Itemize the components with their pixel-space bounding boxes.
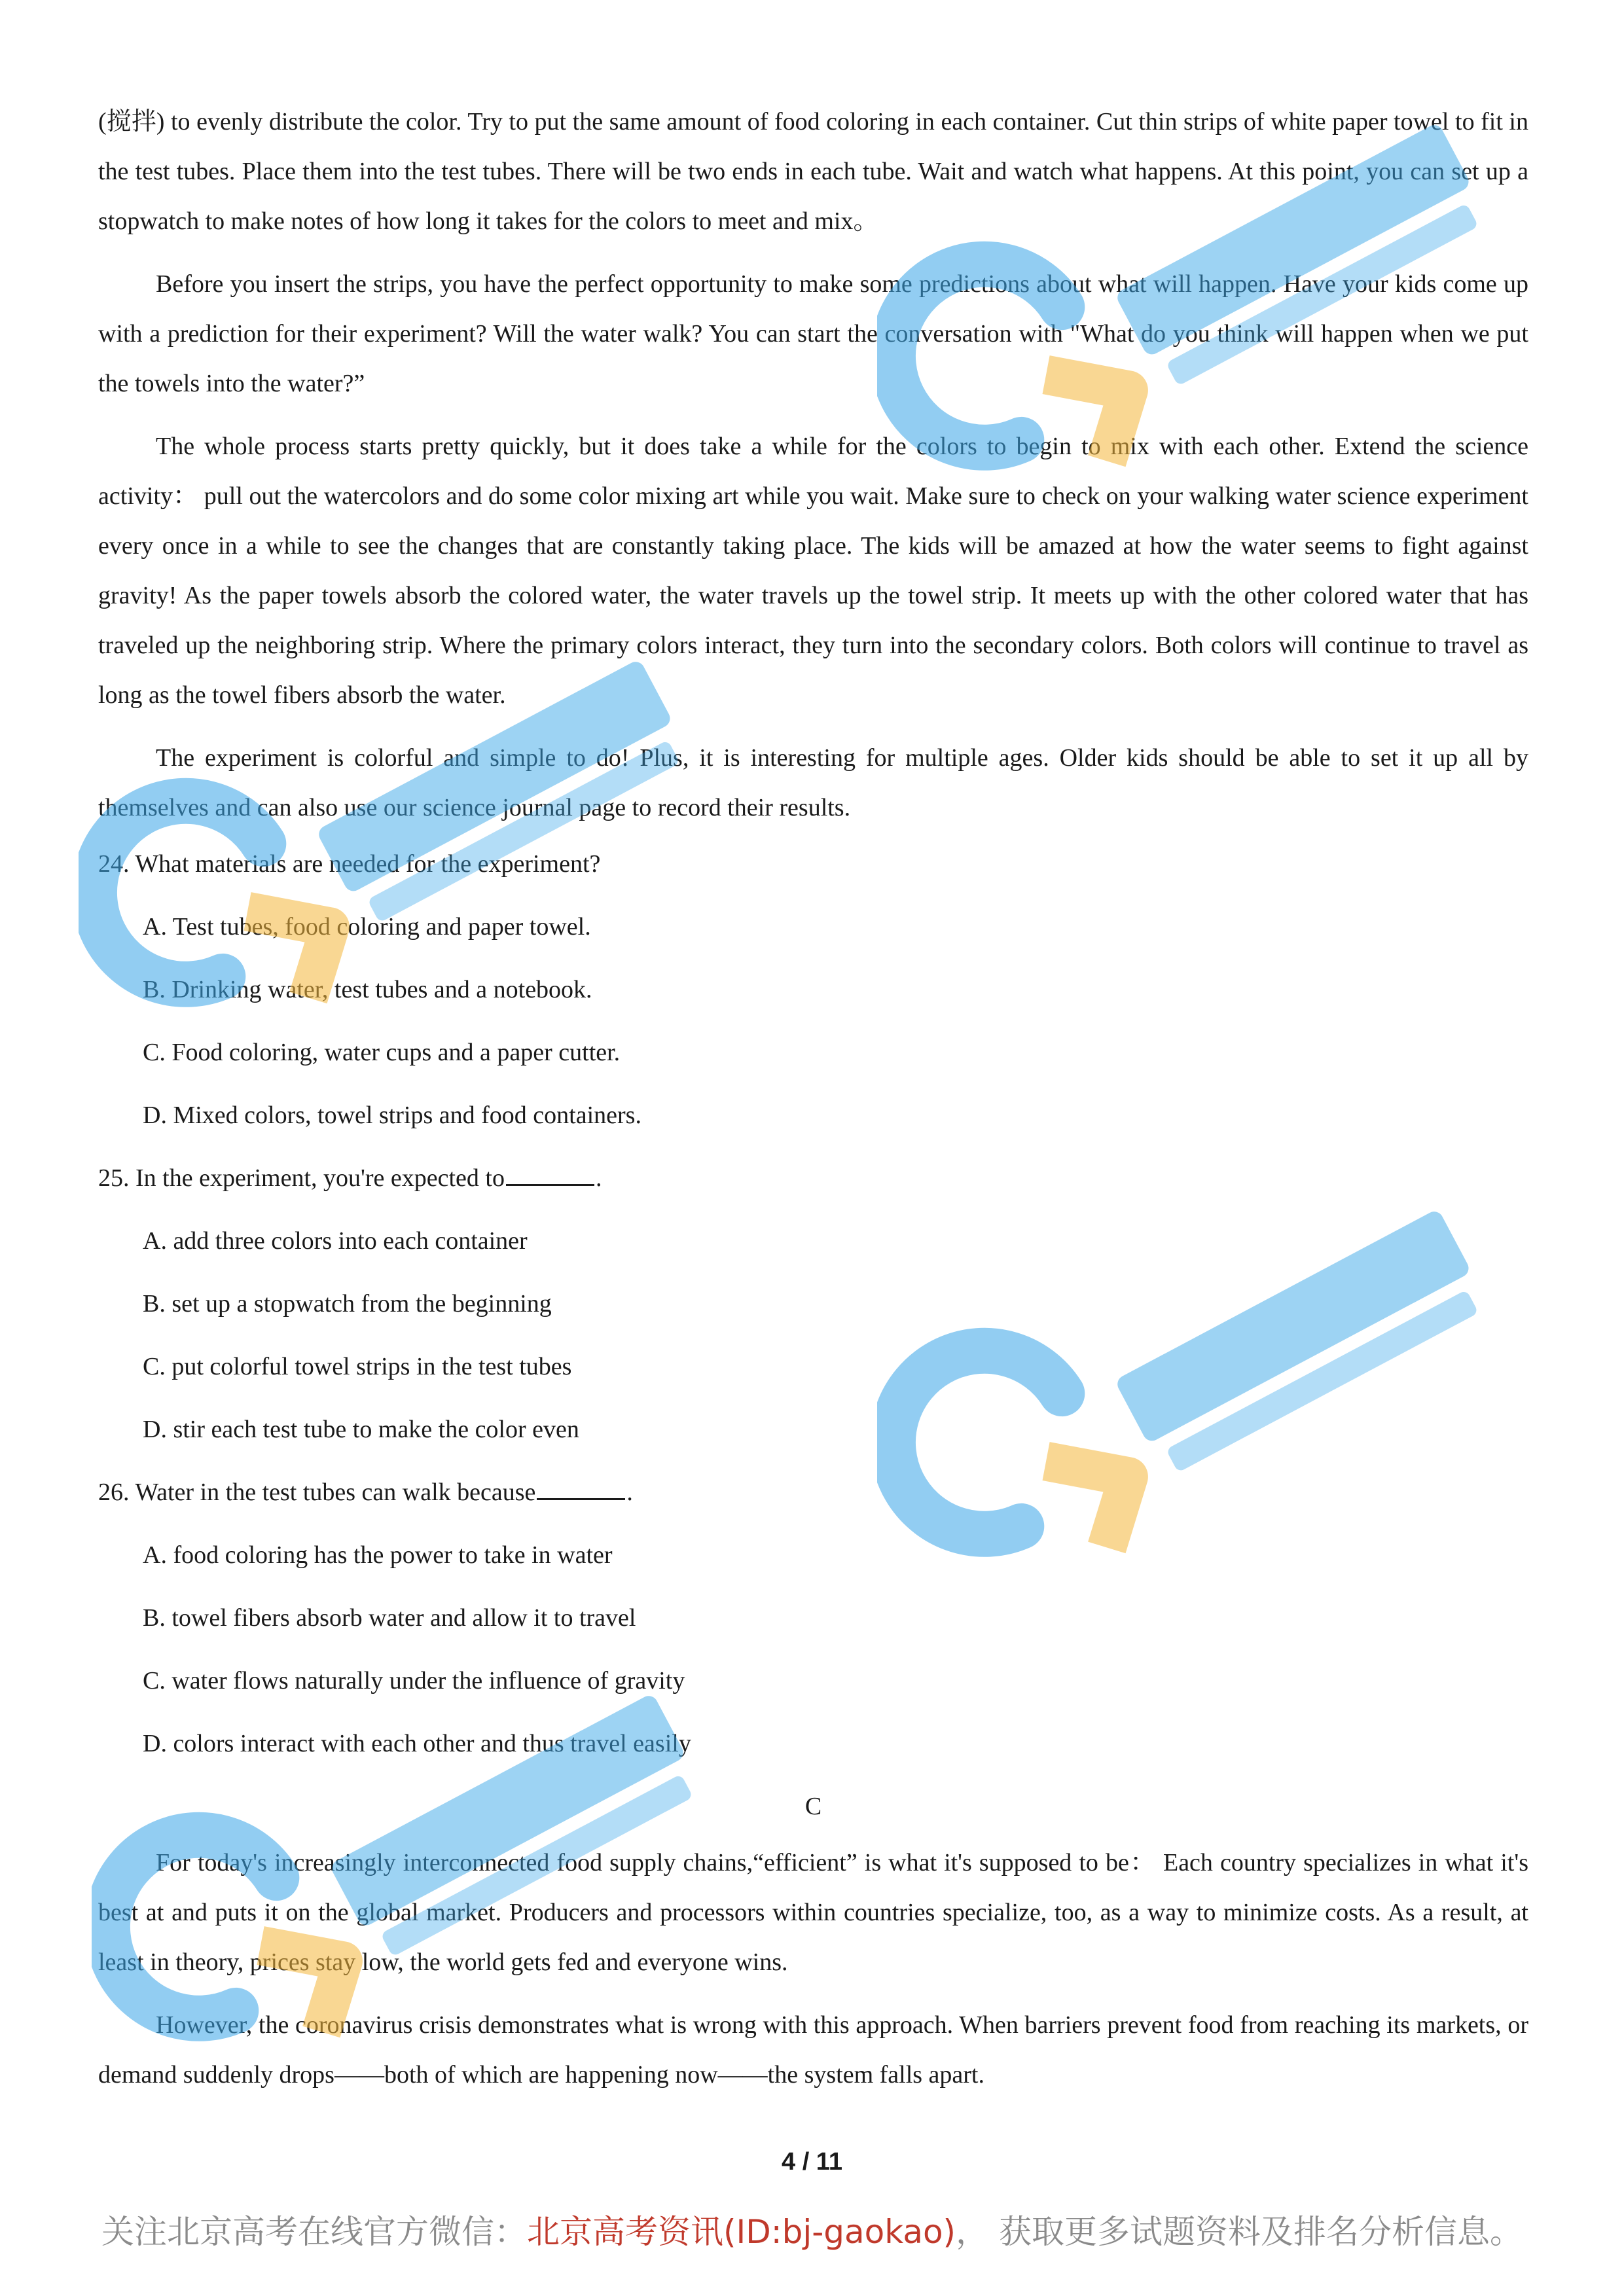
answer-blank xyxy=(506,1164,594,1186)
passage-b-paragraph-1: (搅拌) to evenly distribute the color. Try to put the same amount of food coloring in each container. Cut thin strips of white paper towel to fit in the test tubes. Place them into the test tubes. There will be two ends in each tube. Wait and watch what happens. At this point, you can set up a stopwatch to make notes of how long it takes for the colors to meet and mix。 xyxy=(98,108,1528,235)
passage-b-paragraph-2: Before you insert the strips, you have the perfect opportunity to make some predictions about what will happen. Have your kids come up with a prediction for their experiment? Will the water walk? You can start the conversation with "What do you think will happen when we put the towels into the water?” xyxy=(98,270,1528,397)
question-26-option-b: B. towel fibers absorb water and allow it to travel xyxy=(143,1604,636,1632)
footer-suffix: ， 获取更多试题资料及排名分析信息。 xyxy=(956,2213,1523,2251)
question-26: 26. Water in the test tubes can walk because . xyxy=(98,1479,633,1506)
passage-c-paragraph-2: However, the coronavirus crisis demonstrates what is wrong with this approach. When barriers prevent food from reaching its markets, or demand suddenly drops——both of which are happening now——the system falls apart. xyxy=(98,2011,1528,2089)
passage-b-paragraph-4: The experiment is colorful and simple to do! Plus, it is interesting for multiple ages. Older kids should be able to set it up all by themselves and can also use our science journal page to record their results. xyxy=(98,744,1528,821)
question-26-option-c: C. water flows naturally under the influence of gravity xyxy=(143,1667,685,1695)
passage-c-paragraph-1: For today's increasingly interconnected food supply chains,“efficient” is what it's supposed to be： Each country specializes in what it's best at and puts it on the global market. Producers and processors within countries specialize, too, as a way to minimize costs. As a result, at least in theory, prices stay low, the world gets fed and everyone wins. xyxy=(98,1849,1528,1976)
passage-c-label: C xyxy=(804,1793,822,1820)
question-25-option-c: C. put colorful towel strips in the test tubes xyxy=(143,1353,572,1380)
question-25-option-b: B. set up a stopwatch from the beginning xyxy=(143,1290,552,1318)
question-24-option-a: A. Test tubes, food coloring and paper towel. xyxy=(143,913,591,941)
question-26-option-d: D. colors interact with each other and thus travel easily xyxy=(143,1730,691,1757)
footer-wechat-id: 北京高考资讯(ID:bj-gaokao) xyxy=(527,2213,956,2251)
question-25-stem: 25. In the experiment, you're expected to xyxy=(98,1164,505,1192)
question-26-option-a: A. food coloring has the power to take in water xyxy=(143,1541,613,1569)
question-24-stem: 24. What materials are needed for the experiment? xyxy=(98,850,601,878)
question-25-option-d: D. stir each test tube to make the color even xyxy=(143,1416,579,1443)
question-24-option-c: C. Food coloring, water cups and a paper cutter. xyxy=(143,1039,621,1066)
question-24-option-d: D. Mixed colors, towel strips and food containers. xyxy=(143,1102,641,1129)
page-number: 4 / 11 xyxy=(782,2148,842,2176)
question-25-option-a: A. add three colors into each container xyxy=(143,1227,528,1255)
question-25: 25. In the experiment, you're expected to . xyxy=(98,1164,602,1192)
footer-notice xyxy=(0,2206,1624,2253)
page-content xyxy=(98,97,1528,2100)
passage-b-paragraph-3: The whole process starts pretty quickly, but it does take a while for the colors to begin to mix with each other. Extend the science activity： pull out the watercolors and do some color mixing art while you wait. Make sure to check on your walking water science experiment every once in a while to see the changes that are constantly taking place. The kids will be amazed at how the water seems to fight against gravity! As the paper towels absorb the colored water, the water travels up the towel strip. It meets up with the other colored water that has traveled up the neighboring strip. Where the primary colors interact, they turn into the secondary colors. Both colors will continue to travel as long as the towel fibers absorb the water. xyxy=(98,433,1528,709)
question-26-stem: 26. Water in the test tubes can walk because xyxy=(98,1479,536,1506)
footer-prefix: 关注北京高考在线官方微信： xyxy=(101,2213,528,2251)
question-24-option-b: B. Drinking water, test tubes and a notebook. xyxy=(143,976,592,1003)
answer-blank xyxy=(537,1479,625,1500)
